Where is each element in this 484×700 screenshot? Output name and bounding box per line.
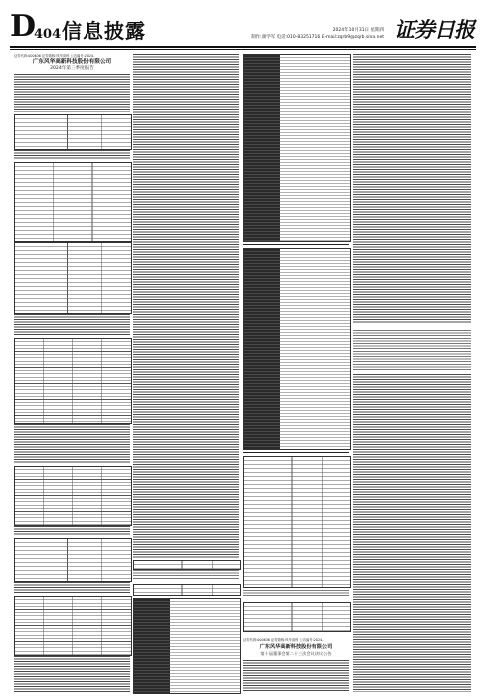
body-text [133,570,239,580]
column-2 [133,54,239,694]
body-text [14,424,130,464]
shareholder-table [14,338,132,424]
data-table [14,114,132,150]
data-table [14,162,132,242]
section-divider [243,244,349,245]
data-table [14,538,132,582]
editor-credits: 制作:颜学军 电话:010-83251716 E-mail:zqrb9@zqrb.sina.net [251,35,384,40]
data-table [243,456,351,588]
data-table [14,596,132,656]
announcement-company: 广东风华高新科技股份有限公司 [32,59,112,65]
issue-date: 2024年10月31日 星期四 [332,28,384,33]
body-text [14,582,130,594]
section-divider [243,452,349,453]
body-text [353,330,471,370]
body-text [14,74,130,112]
column-3 [243,54,349,694]
body-text [353,374,471,692]
financial-statement-table [133,598,241,694]
data-table [133,560,241,570]
financial-statement-table [243,54,351,242]
announcement-title: 2024年第三季度报告 [50,66,94,71]
newspaper-logo: 证券日报 [394,17,474,42]
data-table [14,466,132,526]
column-1 [14,54,130,694]
announcement-code-line: 证券代码:000636 证券简称:风华高科 公告编号:2024- [14,54,95,58]
masthead-rule [10,46,476,48]
masthead-rule-thin [10,49,476,50]
masthead [10,9,476,50]
body-text [353,54,471,324]
body-text [14,526,130,536]
page-number: 404 [34,27,62,42]
body-text [133,54,239,558]
financial-statement-table [243,248,351,450]
section-title: 信息披露 [62,19,146,43]
announcement-code-line: 证券代码:000636 证券简称:风华高科 公告编号:2024- [243,638,324,642]
announcement-company: 广东风华高新科技股份有限公司 [259,644,333,650]
body-text [14,314,130,336]
body-text [14,656,130,692]
data-table [14,242,132,314]
section-letter: D [10,9,37,44]
column-4 [353,54,471,694]
data-table [133,584,241,596]
body-text [14,150,130,160]
data-table [243,602,351,632]
announcement-title: 第十届董事会第二十三次会议决议公告 [260,651,332,656]
body-text [243,660,349,692]
body-text [243,590,349,598]
